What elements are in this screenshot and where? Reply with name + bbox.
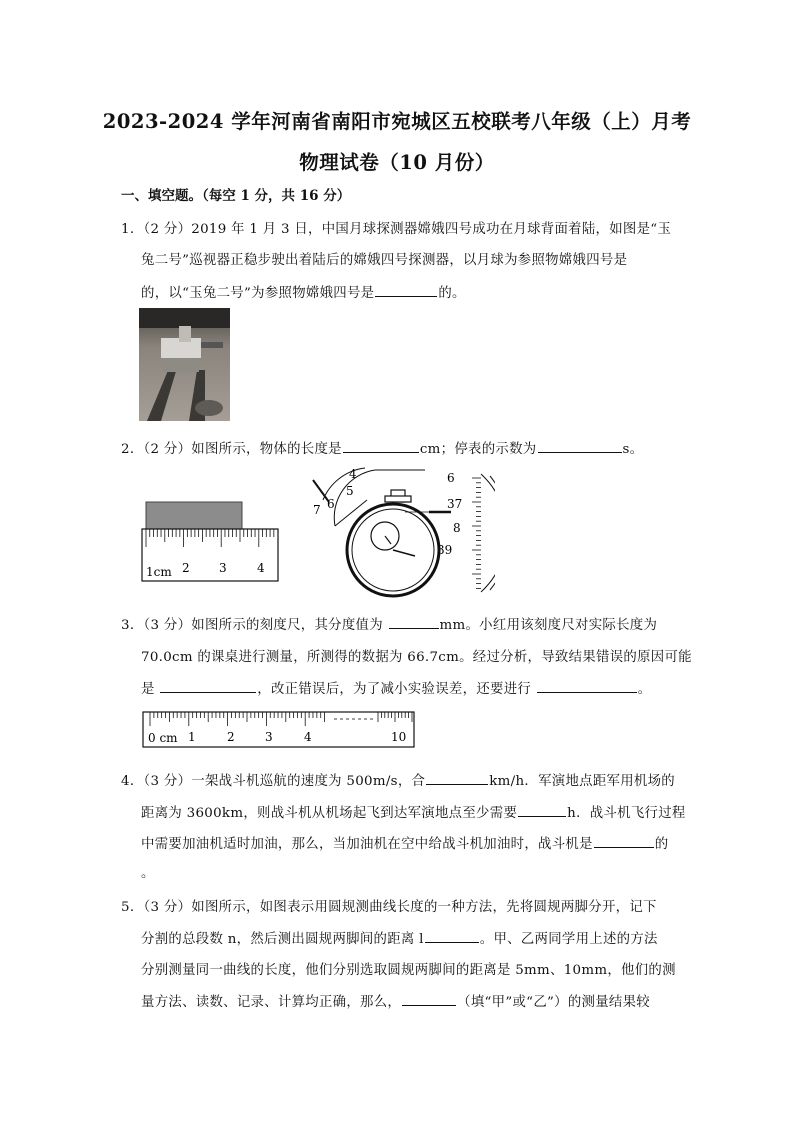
ruler-label-0cm: 0 cm [148, 731, 178, 745]
q4-text-e: 中需要加油机适时加油，那么，当加油机在空中给战斗机加油时，战斗机是 [141, 837, 593, 852]
ruler-label-4: 4 [257, 561, 265, 575]
q2-length-blank[interactable] [343, 439, 419, 453]
ruler-label-3: 3 [219, 561, 227, 575]
dial-num-7: 7 [313, 503, 321, 517]
q1-answer-blank[interactable] [375, 283, 437, 297]
sec-num-37: 37 [447, 497, 463, 511]
q4-motion-blank[interactable] [594, 834, 654, 848]
measured-block [146, 502, 242, 529]
q3-text-b: mm。小红用该刻度尺对实际长度为 [439, 618, 658, 633]
q1-line2: 兔二号”巡视器正稳步驶出着陆后的嫦娥四号探测器，以月球为参照物嫦娥四号是 [141, 253, 628, 268]
q5-line4 [141, 991, 650, 1010]
q5-text-b: 。甲、乙两同学用上述的方法 [479, 932, 658, 947]
q3-text-a: 3．（3 分）如图所示的刻度尺，其分度值为 [121, 618, 383, 633]
q2-line1 [121, 438, 643, 457]
q2-text-a: 2．（2 分）如图所示，物体的长度是 [121, 442, 342, 457]
dial-num-6: 6 [327, 497, 335, 511]
q2-stopwatch-figure [305, 466, 495, 604]
q5-text-c: 量方法、读数、记录、计算均正确，那么， [141, 995, 402, 1010]
q4-time-blank[interactable] [518, 803, 566, 817]
q4-text-a: 4．（3 分）一架战斗机巡航的速度为 500m/s，合 [121, 774, 426, 789]
q2-ruler-figure [140, 499, 282, 583]
section-heading: 一、填空题。（每空 1 分，共 16 分） [121, 188, 351, 204]
q3-line3 [141, 678, 651, 697]
q5-line1: 5．（3 分）如图所示，如图表示用圆规测曲线长度的一种方法，先将圆规两脚分开，记下 [121, 900, 657, 915]
ruler-label-1cm: 1cm [146, 565, 172, 579]
ruler-label-2: 2 [182, 561, 190, 575]
q4-text-c: 距离为 3600km，则战斗机从机场起飞到达军演地点至少需要 [141, 806, 518, 821]
q2-time-blank[interactable] [538, 439, 622, 453]
dial-num-5: 5 [346, 484, 354, 498]
q4-text-f: 的 [654, 837, 669, 852]
sec-num-6: 6 [447, 471, 455, 485]
q5-text-d: （填“甲”或“乙”）的测量结果较 [457, 995, 650, 1010]
dial-num-4: 4 [349, 467, 357, 481]
exam-title-line2: 物理试卷（10 月份） [299, 151, 495, 174]
q4-line1 [121, 770, 675, 789]
exam-title-line1: 2023-2024 学年河南省南阳市宛城区五校联考八年级（上）月考 [102, 110, 692, 133]
q5-choice-blank[interactable] [402, 992, 456, 1006]
q1-line3 [141, 282, 466, 301]
q3-line2: 70.0cm 的课桌进行测量，所测得的数据为 66.7cm。经过分析，导致结果错误的原因可能 [141, 650, 692, 665]
q5-length-blank[interactable] [425, 929, 479, 943]
q3-division-blank[interactable] [389, 615, 439, 629]
q2-text-b: cm；停表的示数为 [419, 442, 537, 457]
ruler-label-1: 1 [188, 730, 196, 744]
ruler-label-4: 4 [304, 730, 312, 744]
q3-reason-blank[interactable] [160, 679, 256, 693]
ruler-label-2: 2 [227, 730, 235, 744]
q1-line1: 1．（2 分）2019 年 1 月 3 日，中国月球探测器嫦娥四号成功在月球背面着陆，如图是“玉 [121, 222, 672, 237]
q4-speed-blank[interactable] [426, 771, 488, 785]
lunar-rover-photo [139, 308, 230, 421]
q4-line3 [141, 833, 669, 852]
q3-ruler-figure [142, 711, 416, 749]
q4-text-b: km/h．军演地点距军用机场的 [489, 774, 675, 789]
q5-line2 [141, 928, 658, 947]
q3-text-e: 。 [637, 682, 652, 697]
q3-text-d: ，改正错误后，为了减小实验误差，还要进行 [257, 682, 532, 697]
q4-line4: 。 [141, 866, 155, 881]
q1-line3-text-a: 的，以“玉兔二号”为参照物嫦娥四号是 [141, 286, 375, 301]
ruler-label-3: 3 [265, 730, 273, 744]
q1-line3-text-b: 的。 [438, 286, 466, 301]
q4-text-d: h．战斗机飞行过程 [567, 806, 686, 821]
q3-line1 [121, 614, 657, 633]
sec-num-39: 39 [437, 543, 453, 557]
q4-line2 [141, 802, 686, 821]
q3-text-c: 是 [141, 682, 155, 697]
q2-text-c: s。 [622, 442, 644, 457]
q5-line3: 分别测量同一曲线的长度，他们分别选取圆规两脚间的距离是 5mm、10mm，他们的测 [141, 963, 676, 978]
q3-method-blank[interactable] [537, 679, 637, 693]
q5-text-a: 分割的总段数 n，然后测出圆规两脚间的距离 l [141, 932, 424, 947]
ruler-body [143, 712, 414, 747]
sec-num-8: 8 [453, 521, 461, 535]
ruler-label-10: 10 [391, 730, 407, 744]
